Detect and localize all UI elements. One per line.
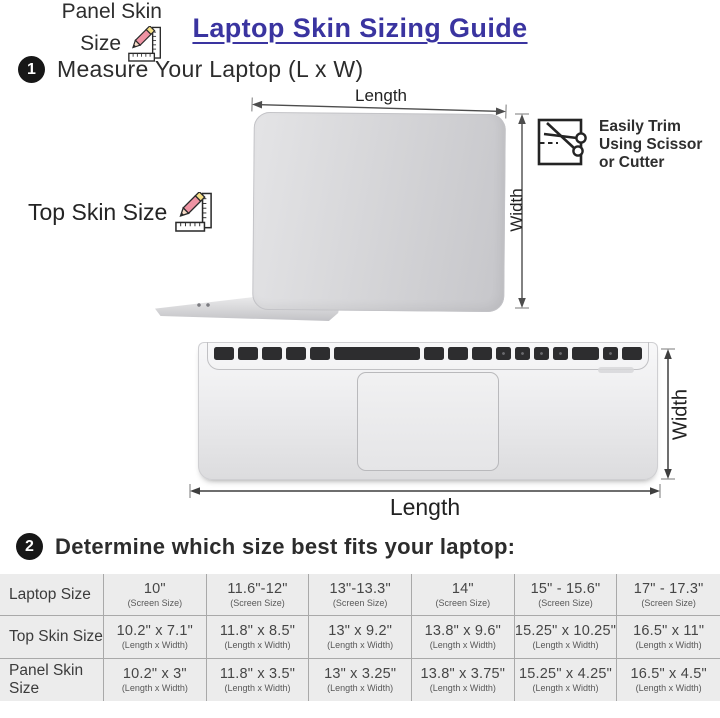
cell-subtitle: (Length x Width) [429,640,496,651]
function-key [553,347,568,360]
cell-value: 14" [451,581,474,598]
cell-value: 10" [143,581,166,598]
function-key [603,347,618,360]
function-key [534,347,549,360]
table-cell [617,659,720,701]
table-cell [309,659,412,701]
table-cell [104,574,207,616]
cell-subtitle: (Length x Width) [224,683,291,694]
cell-value: 11.8" x 8.5" [219,623,296,640]
laptop-ports-detail [196,303,218,307]
table-row-label: Laptop Size [0,574,104,616]
keyboard-key [448,347,468,360]
keyboard-key [622,347,642,360]
table-cell [412,574,515,616]
keyboard-bottom-row [214,347,642,360]
table-cell [309,574,412,616]
panel-skin-label-line2: Size [80,32,121,55]
cell-subtitle: (Screen Size) [230,598,285,609]
pencil-ruler-icon [175,192,213,232]
keyboard-key [238,347,258,360]
cell-value: 15" - 15.6" [530,581,601,598]
cell-subtitle: (Length x Width) [635,640,702,651]
cell-subtitle: (Screen Size) [641,598,696,609]
cell-subtitle: (Length x Width) [327,640,394,651]
step-2-heading: Determine which size best fits your laptop: [55,533,516,559]
trim-note-line3: or Cutter [599,153,665,171]
cell-subtitle: (Screen Size) [435,598,491,609]
spacebar-key [334,347,420,360]
cell-value: 11.6"-12" [227,581,288,598]
cell-value: 15.25" x 10.25" [514,623,617,640]
trim-note [599,118,717,172]
cell-value: 13"-13.3" [329,581,391,598]
table-cell [207,659,310,701]
keyboard-key [572,347,599,360]
table-cell [104,616,207,658]
cell-subtitle: (Length x Width) [121,683,188,694]
table-row-label: Panel Skin Size [0,659,104,701]
cell-value: 17" - 17.3" [633,581,704,598]
table-cell [207,616,310,658]
cell-value: 10.2" x 7.1" [116,623,194,640]
panel-length-label: Length [389,494,461,520]
top-skin-size-label-row [28,192,213,232]
trim-note-line2: Using Scissor [599,135,703,153]
keyboard-key [472,347,492,360]
table-cell [412,659,515,701]
laptop-panel-image [198,342,658,480]
size-table [0,574,720,701]
cell-subtitle: (Length x Width) [532,683,599,694]
step-1-heading: Measure Your Laptop (L x W) [57,56,364,82]
table-row-label: Top Skin Size [0,616,104,658]
trackpad [357,372,499,471]
keyboard-key [424,347,444,360]
table-cell [617,574,720,616]
table-cell [309,616,412,658]
cell-subtitle: (Screen Size) [332,598,388,609]
table-cell [515,574,618,616]
cell-subtitle: (Length x Width) [327,683,394,694]
trim-note-line1: Easily Trim [599,118,681,135]
cell-subtitle: (Length x Width) [635,683,702,694]
cell-subtitle: (Screen Size) [538,598,593,609]
cell-value: 16.5" x 4.5" [630,666,707,683]
top-skin-size-label: Top Skin Size [28,198,168,225]
cell-value: 13.8" x 3.75" [420,666,506,683]
cell-subtitle: (Length x Width) [429,683,496,694]
table-cell [207,574,310,616]
cell-subtitle: (Length x Width) [121,640,188,651]
top-length-label: Length [355,86,407,105]
cell-subtitle: (Length x Width) [532,640,599,651]
table-cell [515,616,618,658]
keyboard-key [262,347,282,360]
cell-subtitle: (Length x Width) [224,640,291,651]
cell-value: 13" x 3.25" [324,666,397,683]
keyboard-key [214,347,234,360]
cell-value: 10.2" x 3" [122,666,187,683]
cell-value: 16.5" x 11" [633,623,705,640]
cell-value: 13.8" x 9.6" [424,623,502,640]
keyboard-key [286,347,306,360]
cell-value: 13" x 9.2" [328,623,393,640]
table-cell [515,659,618,701]
step-2-heading-row [16,533,515,560]
cell-subtitle: (Screen Size) [127,598,183,609]
cell-value: 15.25" x 4.25" [519,666,612,683]
step-1-badge: 1 [18,56,45,83]
laptop-lid-image [252,112,506,312]
step-1-heading-row [18,56,363,83]
table-cell [412,616,515,658]
scissors-trim-icon [537,116,593,168]
page-title: Laptop Skin Sizing Guide [192,13,528,43]
panel-width-label: Width [669,388,692,441]
table-cell [617,616,720,658]
step-2-badge: 2 [16,533,43,560]
brand-logo-blur [598,367,634,373]
function-key [496,347,511,360]
keyboard-key [310,347,330,360]
function-key [515,347,530,360]
cell-value: 11.8" x 3.5" [219,666,296,683]
top-width-label: Width [507,188,526,232]
table-cell [104,659,207,701]
panel-skin-label-line1: Panel Skin [61,0,162,23]
